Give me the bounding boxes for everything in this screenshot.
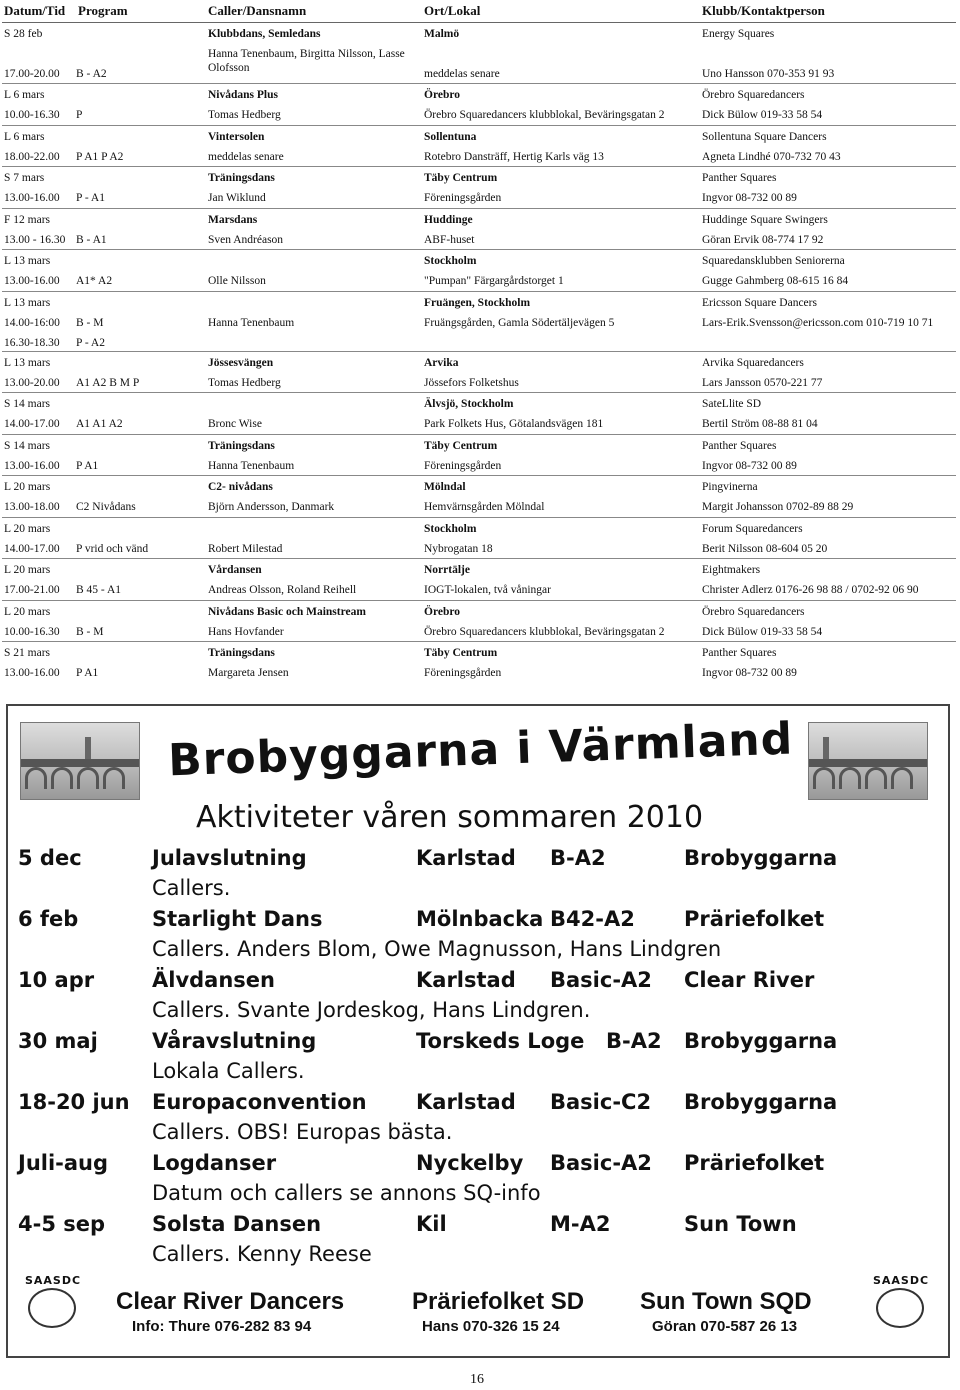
row-contact: Ingvor 08-732 00 89 [702,459,797,472]
row-caller: Hanna Tenenbaum [208,316,295,329]
row-place: Fruängen, Stockholm [424,296,531,309]
club-contact: Info: Thure 076-282 83 94 [132,1318,312,1335]
header-place: Ort/Lokal [424,3,481,18]
row-venue: Nybrogatan 18 [424,542,493,555]
row-venue: IOGT-lokalen, två våningar [424,584,551,596]
row-place: Täby Centrum [424,172,498,184]
event-club: Brobyggarna [684,1029,838,1053]
list-item [8,1090,948,1151]
row-venue: Park Folkets Hus, Götalandsvägen 181 [424,418,604,430]
event-club: Präriefolket [684,1151,825,1175]
row-caller: Hans Hovfander [208,625,284,638]
bridge-picture [808,722,928,800]
table-row [2,167,956,209]
schedule-table [2,0,956,683]
saasdc-logo [870,1274,932,1336]
saasdc-logo [22,1274,84,1336]
row-contact: Ingvor 08-732 00 89 [702,667,797,679]
row-contact: Christer Adlerz 0176-26 98 88 / 0702-92 06 90 [702,584,919,596]
club-name: Clear River Dancers [116,1288,345,1315]
row-event: Träningsdans [208,647,275,659]
row-program: B - M [76,316,104,329]
event-club: Präriefolket [684,907,825,931]
row-event: Nivådans Plus [208,89,278,101]
row-event: Klubbdans, Semledans [208,28,321,40]
event-callers: Callers. Anders Blom, Owe Magnusson, Hans Lindgren [152,937,722,961]
row-time: 13.00-18.00 [4,501,60,513]
row-time-2: 16.30-18.30 [4,336,60,349]
event-level: Basic-A2 [550,1151,652,1175]
row-event: Marsdans [208,213,258,226]
row-club: SateLlite SD [702,398,762,410]
row-caller: Margareta Jensen [208,667,289,679]
row-place: Örebro [424,89,460,101]
row-date: S 14 mars [4,439,50,452]
row-venue: ABF-huset [424,233,475,246]
list-item [8,846,948,907]
event-callers: Callers. OBS! Europas bästa. [152,1120,453,1144]
event-level: Basic-A2 [550,968,652,992]
table-row [2,209,956,251]
event-place: Mölnbacka [416,907,544,931]
event-place: Karlstad [416,1090,516,1114]
event-level: B-A2 [550,846,606,870]
row-club: Arvika Squaredancers [702,356,804,369]
event-date: 18-20 jun [18,1090,130,1114]
row-contact: Lars Jansson 0570-221 77 [702,376,823,389]
row-place: Stockholm [424,522,477,535]
row-club: Örebro Squaredancers [702,605,805,618]
table-row [2,518,956,560]
row-event: Vårdansen [208,564,262,576]
row-date: L 20 mars [4,481,51,493]
row-place: Örebro [424,605,460,618]
row-time: 10.00-16.30 [4,109,60,121]
row-venue: Fruängsgården, Gamla Södertäljevägen 5 [424,316,615,329]
event-name: Solsta Dansen [152,1212,322,1236]
row-venue: "Pumpan" Färgargårdstorget 1 [424,275,564,287]
event-name: Europaconvention [152,1090,367,1114]
row-program: C2 Nivådans [76,501,136,513]
table-row [2,642,956,683]
row-club: Squaredansklubben Seniorerna [702,255,845,267]
list-item [8,968,948,1029]
row-club: Panther Squares [702,647,777,659]
row-caller: Tomas Hedberg [208,376,281,389]
row-event: Nivådans Basic och Mainstream [208,605,366,618]
row-event: Jössesvängen [208,356,274,369]
table-row [2,393,956,435]
row-place: Malmö [424,28,460,40]
row-club: Sollentuna Square Dancers [702,130,827,143]
row-program: P - A1 [76,192,105,204]
saasdc-logo-text: SAASDC [872,1274,930,1287]
event-date: 4-5 sep [18,1212,106,1236]
row-program: P A1 [76,459,99,472]
row-time: 14.00-16:00 [4,316,60,329]
row-place: Mölndal [424,481,466,493]
row-club: Ericsson Square Dancers [702,296,817,309]
row-venue: Föreningsgården [424,192,502,204]
row-time: 13.00-16.00 [4,667,60,679]
header-program: Program [78,3,128,18]
row-date: L 20 mars [4,522,51,535]
row-caller: meddelas senare [208,150,284,163]
row-place: Arvika [424,356,459,369]
event-date: 6 feb [18,907,79,931]
row-event: Träningsdans [208,172,275,184]
row-contact: Margit Johansson 0702-89 88 29 [702,501,854,513]
row-caller: Robert Milestad [208,542,283,555]
event-callers: Callers. Kenny Reese [152,1242,372,1266]
row-venue: Föreningsgården [424,459,502,472]
club-name: Sun Town SQD [640,1288,812,1315]
event-place: Torskeds Loge [416,1029,585,1053]
table-row [2,126,956,168]
row-time: 14.00-17.00 [4,542,60,555]
row-club: Pingvinerna [702,481,758,493]
row-place: Älvsjö, Stockholm [424,398,514,410]
event-name: Julavslutning [152,846,307,870]
row-contact: Gugge Gahmberg 08-615 16 84 [702,275,849,287]
event-club: Brobyggarna [684,846,838,870]
row-date: S 14 mars [4,398,50,410]
table-row [2,352,956,394]
row-program: B - M [76,625,104,638]
club-name: Präriefolket SD [412,1288,585,1315]
event-name: Våravslutning [152,1029,317,1053]
row-time: 13.00-16.00 [4,275,60,287]
event-callers: Lokala Callers. [152,1059,305,1083]
row-contact: Ingvor 08-732 00 89 [702,192,797,204]
event-callers: Callers. Svante Jordeskog, Hans Lindgren. [152,998,591,1022]
row-place: Täby Centrum [424,647,498,659]
row-venue: Föreningsgården [424,667,502,679]
row-contact: Dick Bülow 019-33 58 54 [702,109,823,121]
row-contact: Berit Nilsson 08-604 05 20 [702,542,828,555]
event-level: B42-A2 [550,907,635,931]
row-caller: Andreas Olsson, Roland Reihell [208,584,357,596]
row-venue: Hemvärnsgården Mölndal [424,501,545,513]
event-place: Kil [416,1212,447,1236]
table-row [2,292,956,352]
table-row [2,476,956,518]
row-program: A1 A2 B M P [76,376,140,389]
row-program: P A1 P A2 [76,150,124,163]
row-date: L 20 mars [4,564,51,576]
row-program: P [76,109,83,121]
row-time: 13.00-16.00 [4,192,60,204]
table-row [2,559,956,601]
event-date: Juli-aug [18,1151,109,1175]
table-row [2,250,956,292]
event-club: Brobyggarna [684,1090,838,1114]
event-place: Nyckelby [416,1151,524,1175]
row-contact: Göran Ervik 08-774 17 92 [702,233,824,246]
row-caller: Hanna Tenenbaum [208,459,295,472]
row-club: Huddinge Square Swingers [702,213,828,226]
table-row [2,23,956,84]
event-place: Karlstad [416,968,516,992]
row-venue: Rotebro Dansträff, Hertig Karls väg 13 [424,150,604,163]
row-date: L 13 mars [4,296,51,309]
list-item [8,907,948,968]
event-date: 30 maj [18,1029,98,1053]
row-caller: Sven Andréason [208,233,284,246]
brobyggarna-poster [6,704,950,1358]
row-time: 14.00-17.00 [4,418,60,430]
event-level: M-A2 [550,1212,611,1236]
row-club: Eightmakers [702,564,761,576]
row-caller: Tomas Hedberg [208,109,281,121]
row-event: Vintersolen [208,130,265,143]
poster-title: Brobyggarna i Värmland [167,713,794,787]
event-club: Clear River [684,968,815,992]
row-club: Panther Squares [702,439,777,452]
row-date: L 13 mars [4,255,51,267]
row-date: L 13 mars [4,356,51,369]
event-level: Basic-C2 [550,1090,652,1114]
row-program: B 45 - A1 [76,584,122,596]
table-row [2,435,956,477]
row-venue: Jössefors Folketshus [424,376,519,389]
row-program: A1* A2 [76,275,113,287]
header-date: Datum/Tid [4,3,66,18]
row-caller: Bronc Wise [208,418,262,430]
row-contact: Lars-Erik.Svensson@ericsson.com 010-719 10 71 [702,316,934,329]
row-venue: Örebro Squaredancers klubblokal, Beväringsgatan 2 [424,109,665,121]
row-program: B - A2 [76,68,107,80]
row-place: Täby Centrum [424,439,498,452]
row-date: F 12 mars [4,213,50,226]
page-number: 16 [470,1372,484,1387]
row-place: Norrtälje [424,564,470,576]
row-time: 17.00-20.00 [4,68,60,80]
event-callers: Callers. [152,876,231,900]
header-club: Klubb/Kontaktperson [702,3,825,18]
row-club: Energy Squares [702,28,775,40]
bridge-picture [20,722,140,800]
row-caller: Jan Wiklund [208,192,266,204]
row-place: Huddinge [424,213,473,226]
event-name: Starlight Dans [152,907,323,931]
row-caller: Hanna Tenenbaum, Birgitta Nilsson, Lasse Olofsson [208,48,405,74]
row-caller: Olle Nilsson [208,275,266,287]
event-name: Logdanser [152,1151,277,1175]
row-time: 18.00-22.00 [4,150,60,163]
row-event: Träningsdans [208,439,275,452]
row-time: 13.00-20.00 [4,376,60,389]
row-contact: Dick Bülow 019-33 58 54 [702,625,823,638]
row-club: Forum Squaredancers [702,522,803,535]
row-time: 10.00-16.30 [4,625,60,638]
row-program: P vrid och vänd [76,542,149,555]
list-item [8,1151,948,1212]
row-event: C2- nivådans [208,481,273,493]
row-program: P A1 [76,667,99,679]
club-contact: Göran 070-587 26 13 [652,1318,798,1335]
poster-subtitle: Aktiviteter våren sommaren 2010 [196,800,704,835]
event-level: B-A2 [606,1029,662,1053]
dancer-icon [28,1288,76,1328]
row-contact: Agneta Lindhé 070-732 70 43 [702,150,841,163]
event-date: 10 apr [18,968,95,992]
row-club: Panther Squares [702,172,777,184]
club-contact: Hans 070-326 15 24 [422,1318,560,1335]
dancer-icon [876,1288,924,1328]
row-club: Örebro Squaredancers [702,89,805,101]
row-time: 17.00-21.00 [4,584,60,596]
row-program-2: P - A2 [76,336,105,349]
list-item [8,1029,948,1090]
row-place: Stockholm [424,255,477,267]
saasdc-logo-text: SAASDC [24,1274,82,1287]
row-date: L 6 mars [4,89,45,101]
row-date: S 21 mars [4,647,50,659]
table-row [2,84,956,126]
row-date: S 7 mars [4,172,45,184]
row-caller: Björn Andersson, Danmark [208,501,335,513]
row-date: L 20 mars [4,605,51,618]
event-club: Sun Town [684,1212,797,1236]
row-venue: meddelas senare [424,68,500,80]
event-date: 5 dec [18,846,82,870]
row-contact: Uno Hansson 070-353 91 93 [702,68,835,80]
row-contact: Bertil Ström 08-88 81 04 [702,418,818,430]
table-row [2,601,956,643]
row-place: Sollentuna [424,130,477,143]
list-item [8,1212,948,1273]
event-callers: Datum och callers se annons SQ-info [152,1181,541,1205]
table-header [2,0,956,23]
row-date: S 28 feb [4,28,43,40]
row-venue: Örebro Squaredancers klubblokal, Beväringsgatan 2 [424,625,665,638]
row-program: B - A1 [76,233,107,246]
row-time: 13.00 - 16.30 [4,233,66,246]
event-name: Älvdansen [152,968,275,992]
header-caller: Caller/Dansnamn [208,3,307,18]
event-place: Karlstad [416,846,516,870]
row-time: 13.00-16.00 [4,459,60,472]
row-program: A1 A1 A2 [76,418,123,430]
row-date: L 6 mars [4,130,45,143]
